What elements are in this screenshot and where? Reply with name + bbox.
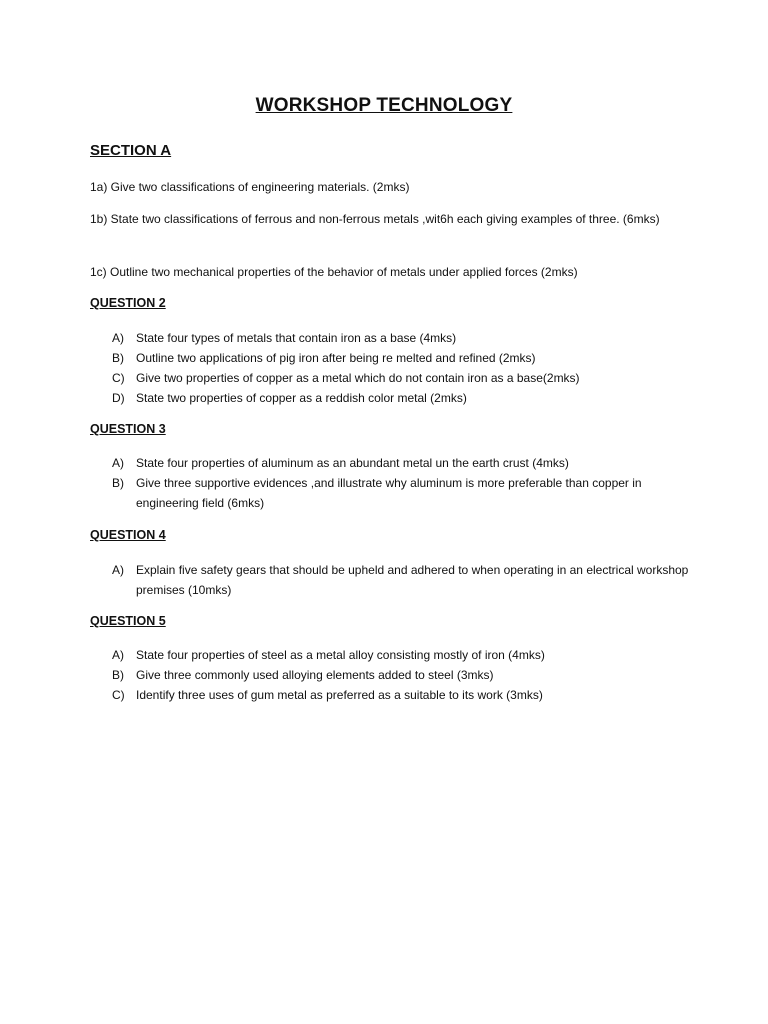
list-item: [90, 665, 690, 685]
question-2-heading: QUESTION 2: [90, 296, 166, 310]
list-item-text: Give three commonly used alloying elements added to steel (3mks): [136, 668, 494, 682]
list-item: [90, 368, 690, 388]
list-item: [90, 453, 690, 473]
list-marker: A): [112, 563, 124, 577]
question-5-list: [90, 645, 690, 705]
list-item: [90, 560, 690, 600]
list-marker: B): [112, 351, 124, 365]
list-marker: A): [112, 648, 124, 662]
list-item: [90, 388, 690, 408]
question-5-heading: QUESTION 5: [90, 614, 166, 628]
section-a-heading: SECTION A: [90, 142, 172, 159]
list-item: [90, 348, 690, 368]
list-marker: D): [112, 391, 125, 405]
question-3-heading: QUESTION 3: [90, 422, 166, 436]
list-marker: C): [112, 371, 125, 385]
list-marker: B): [112, 476, 124, 490]
list-item-text: State four types of metals that contain iron as a base (4mks): [136, 331, 457, 345]
question-1b: 1b) State two classifications of ferrous and non-ferrous metals ,wit6h each giving examples of three. (6mks): [90, 212, 660, 226]
list-marker: B): [112, 668, 124, 682]
list-item: [90, 685, 690, 705]
list-item-text: State four properties of aluminum as an abundant metal un the earth crust (4mks): [136, 456, 569, 470]
list-marker: A): [112, 331, 124, 345]
list-item-text: State four properties of steel as a metal alloy consisting mostly of iron (4mks): [136, 648, 545, 662]
list-item-text: Give two properties of copper as a metal which do not contain iron as a base(2mks): [136, 371, 580, 385]
question-2-list: [90, 328, 690, 408]
question-1c: 1c) Outline two mechanical properties of the behavior of metals under applied forces (2mks): [90, 265, 578, 279]
question-3-list: [90, 453, 690, 513]
list-item-text: Explain five safety gears that should be upheld and adhered to when operating in an electrical workshop premises (10mks): [136, 563, 689, 597]
list-item-text: Identify three uses of gum metal as preferred as a suitable to its work (3mks): [136, 688, 543, 702]
question-1a: 1a) Give two classifications of engineering materials. (2mks): [90, 180, 410, 194]
list-item: [90, 645, 690, 665]
list-item-text: Give three supportive evidences ,and illustrate why aluminum is more preferable than copper in engineering field (6mks): [136, 476, 642, 510]
list-item: [90, 328, 690, 348]
list-item: [90, 473, 690, 513]
document-title: WORKSHOP TECHNOLOGY: [255, 95, 513, 116]
list-item-text: Outline two applications of pig iron after being re melted and refined (2mks): [136, 351, 536, 365]
list-marker: C): [112, 688, 125, 702]
question-4-heading: QUESTION 4: [90, 528, 166, 542]
list-marker: A): [112, 456, 124, 470]
question-4-list: [90, 560, 690, 600]
list-item-text: State two properties of copper as a reddish color metal (2mks): [136, 391, 467, 405]
